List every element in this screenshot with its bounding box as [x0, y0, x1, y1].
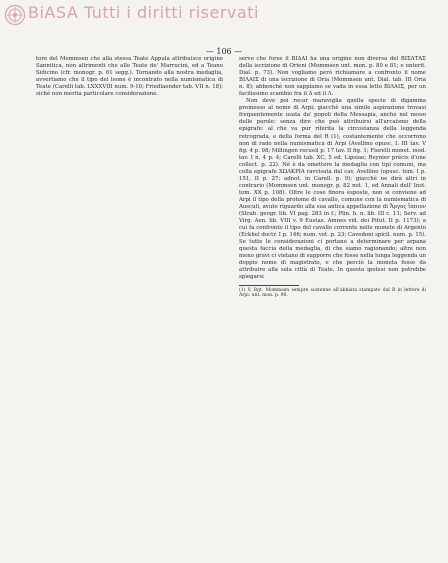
paragraph: tore del Mommsen che alla stessa Teate Appula attribuisce origine Sannitica, non altrimenti che alle Teate de' Marrucini, ed a Teano Sidicino (cfr. monogr. p. 61 segg.). Tornando alla nostra medaglia, avvertiamo che il tipo del leone è incontrato nella numismatica di Teate (Carelli tab. LXXXVIII num. 9-10; Friedlaender tab. VII n. 18); siché non merita particolare considerazione. [36, 56, 223, 98]
footnote-rule [239, 285, 299, 286]
watermark-text: BiASA Tutti i diritti riservati [28, 3, 259, 22]
watermark-banner [0, 0, 448, 30]
page-number: — 106 — [205, 47, 243, 56]
text-columns [36, 56, 428, 526]
right-column [239, 56, 426, 299]
footnote: (1) V. Bgt. Mommsen sempre sostenne all'abbiata stampato dal R in lettere di Arpi: unt. mon. p. 98. [239, 287, 426, 299]
paragraph: Non deve poi recar maraviglia quella specie di digamma premesso al nome di Arpi; giacchè una simile aspirazione trovasi frequentemente usata da' popoli della Messapia, anche nel nesso delle parole: senza dire che può attribuirsi all'arcaismo della epigrafe: al che va pur riferita la circostanza della leggenda retrograda, e della forma del R (1), costantemente che occorrono non di rado nella numismatica di Arpi (Avellino opusc. I. III tav. V fig. 4 p. 98; Millingen recueil p. 17 tav. II fig. 1; Fiorelli monet. inod. tav. I n. 4 p. 4; Carelli tab. XC, 5 ed. Lipsiae; Reynier précis d'une collect. p. 22). Nè è da omettere la medaglia con tipi comuni, ma colla epigrafe ΧΩΛΚΡΙΑ ravvisata dal cav. Avellino (opusc. tom. I p. 151, II p. 27; adnot. in Carell. p. 9); giacchè ne dirà altri in contrario (Mommsen unt. monogr. p. 82 not. 1, ed Annali dell' Inst. tom. XX p. 108). Oltre le cose finora esposte, non si conviene ad Arpi il tipo della protome di cavallo, comune con la numismatica di Ausculi, avuto riguardo alla sua antica appellazione di Ἄργος ἵππιον (Strab. geogr. lib. VI pag. 283 in f.; Plin. h. n. lib. III c. 11; Serv. ad Virg. Aen. lib. VIII v. 9 Eustaz. Amnes vid. dei Pitut. II p. 1173); a cui fa confronto il tipo del cavallo corrente nelle monete di Argento (Eckhel doctr. I p. 146; num. vet. p. 23; Cavedoni spicil. num. p. 15). Se tutte le considerazioni ci portano a determinare per arpana questa faccia della medaglia, di che siamo ragionando; altre non meno gravi ci vietano di supporre che fosse nella lunga leggenda un doppio nome di magistrato, e che perciò la moneta fosse da attribuire alla sola città di Teate. In questa ipotesi non potrebbe spiegarsi [239, 98, 426, 281]
paragraph: servo che forse il ΒΙΔΑΙ ha una origine non diversa del ΒΙΣΑΤΑΣ della iscrizione di Orieni (Mommsen unt. mon. p. 80 e 81; e unterit. Dial. p. 73). Non vogliamo però richiamare a confronto il nome ΒΙΛΑΙΣ di una iscrizione di Oria (Mommsen unt. Dial. tab. III Oria n. 8); abbenchè non sappiamo se vada in essa letto ΒΙΛΑΙΣ, per un facilissimo scambio fra il Δ ed il Λ. [239, 56, 426, 98]
biasa-logo-icon [4, 4, 26, 26]
left-column [36, 56, 223, 98]
